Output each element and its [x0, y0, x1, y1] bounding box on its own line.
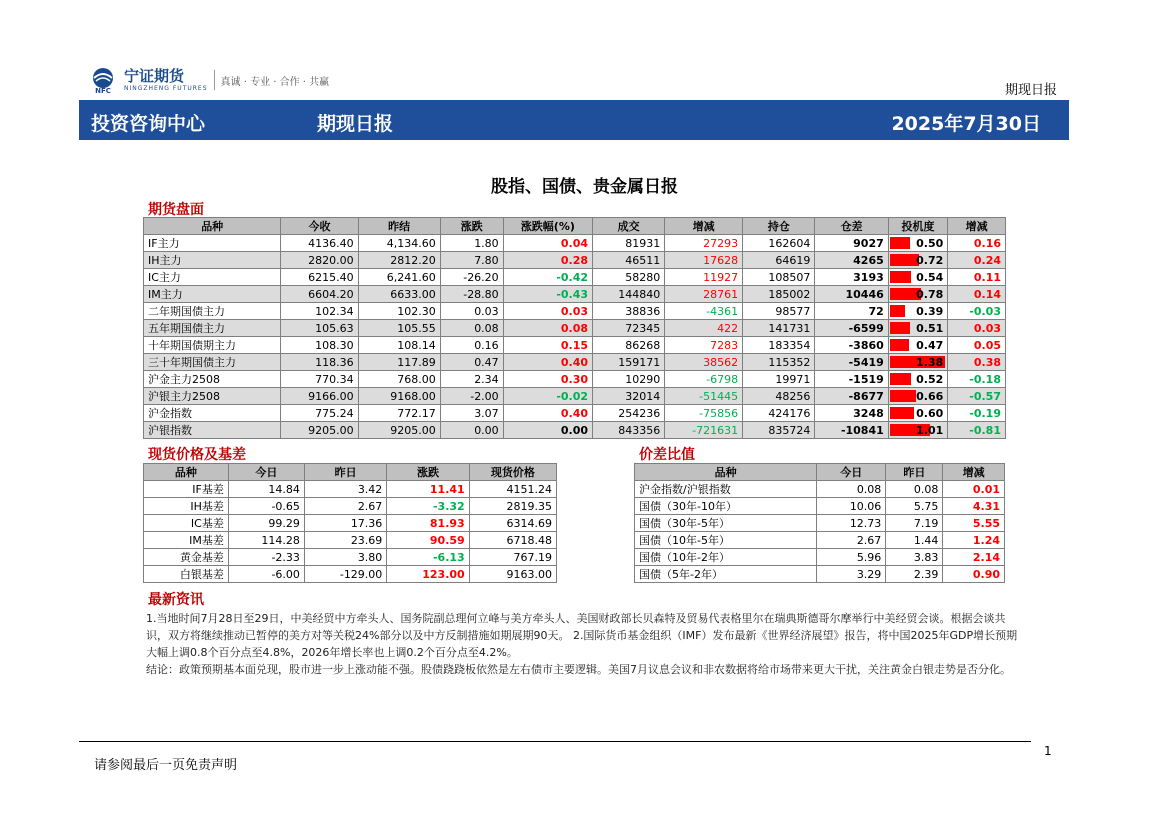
- speculation-cell: [888, 235, 947, 252]
- speculation-change: 0.03: [948, 320, 1006, 337]
- column-header: 昨日: [886, 464, 943, 481]
- basis-name: IC基差: [144, 515, 229, 532]
- instrument-name: IH主力: [144, 252, 281, 269]
- speculation-cell: [888, 354, 947, 371]
- price-change: 0.03: [440, 303, 503, 320]
- table-row: [144, 371, 1006, 388]
- close-price: 9166.00: [281, 388, 358, 405]
- column-header: 涨跌: [440, 218, 503, 235]
- basis-change: 123.00: [387, 566, 469, 583]
- spread-section-title: 价差比值: [639, 447, 695, 463]
- basis-change: -3.32: [387, 498, 469, 515]
- basis-name: 白银基差: [144, 566, 229, 583]
- speculation-bar: [890, 322, 910, 334]
- instrument-name: IM主力: [144, 286, 281, 303]
- price-change: -28.80: [440, 286, 503, 303]
- pct-change: 0.08: [503, 320, 592, 337]
- instrument-name: IF主力: [144, 235, 281, 252]
- column-header: 涨跌幅(%): [503, 218, 592, 235]
- speculation-bar: [890, 254, 919, 266]
- speculation-cell: [888, 303, 947, 320]
- column-header: 增减: [665, 218, 743, 235]
- volume-change: -721631: [665, 422, 743, 439]
- volume: 86268: [593, 337, 665, 354]
- basis-change: -6.13: [387, 549, 469, 566]
- speculation-value: 0.66: [916, 389, 944, 403]
- table-row: [144, 286, 1006, 303]
- speculation-cell: [888, 405, 947, 422]
- spread-yesterday: 5.75: [886, 498, 943, 515]
- oi-change: -5419: [815, 354, 888, 371]
- column-header: 品种: [144, 218, 281, 235]
- speculation-value: 0.78: [916, 287, 944, 301]
- spot-price: 9163.00: [469, 566, 556, 583]
- spread-today: 5.96: [817, 549, 886, 566]
- spread-name: 国债（30年-10年）: [635, 498, 817, 515]
- open-interest: 835724: [743, 422, 815, 439]
- column-header: 现货价格: [469, 464, 556, 481]
- price-change: -2.00: [440, 388, 503, 405]
- volume-change: 27293: [665, 235, 743, 252]
- volume-change: -4361: [665, 303, 743, 320]
- open-interest: 424176: [743, 405, 815, 422]
- close-price: 9205.00: [281, 422, 358, 439]
- instrument-name: 沪金指数: [144, 405, 281, 422]
- futures-table: [143, 217, 1006, 439]
- news-paragraph: 1.当地时间7月28日至29日，中美经贸中方牵头人、国务院副总理何立峰与美方牵头人、美国财政部长贝森特及贸易代表格里尔在瑞典斯德哥尔摩举行中美经贸会谈。根据会谈共识，双方将继续推动已暂停的美方对等关税24%部分以及中方反制措施如期展期90天。 2.国际货币基金组织（IMF）发布最新《世界经济展望》报告，将中国2025年GDP增长预期大幅上调0.8个百分点至4.8%，2026年增长率也上调0.2个百分点至4.2%。: [146, 612, 1018, 659]
- basis-change: 11.41: [387, 481, 469, 498]
- speculation-change: 0.16: [948, 235, 1006, 252]
- pct-change: 0.00: [503, 422, 592, 439]
- prev-settle: 117.89: [358, 354, 440, 371]
- speculation-cell: [888, 252, 947, 269]
- spread-today: 0.08: [817, 481, 886, 498]
- footer-divider: [79, 741, 1031, 742]
- close-price: 6604.20: [281, 286, 358, 303]
- department-name: 投资咨询中心: [91, 113, 206, 135]
- speculation-cell: [888, 422, 947, 439]
- prev-settle: 772.17: [358, 405, 440, 422]
- open-interest: 19971: [743, 371, 815, 388]
- volume-change: 11927: [665, 269, 743, 286]
- instrument-name: 沪银主力2508: [144, 388, 281, 405]
- basis-yesterday: 23.69: [304, 532, 386, 549]
- report-name: 期现日报: [317, 113, 394, 135]
- speculation-change: 0.14: [948, 286, 1006, 303]
- table-row: [144, 252, 1006, 269]
- basis-today: 99.29: [228, 515, 304, 532]
- speculation-cell: [888, 388, 947, 405]
- speculation-change: -0.18: [948, 371, 1006, 388]
- speculation-change: 0.05: [948, 337, 1006, 354]
- basis-today: -0.65: [228, 498, 304, 515]
- basis-today: 114.28: [228, 532, 304, 549]
- pct-change: 0.28: [503, 252, 592, 269]
- table-row: [635, 532, 1005, 549]
- table-row: [144, 566, 557, 583]
- pct-change: 0.15: [503, 337, 592, 354]
- basis-yesterday: 3.80: [304, 549, 386, 566]
- price-change: 2.34: [440, 371, 503, 388]
- spread-today: 12.73: [817, 515, 886, 532]
- table-row: [144, 337, 1006, 354]
- spread-change: 1.24: [943, 532, 1005, 549]
- spread-today: 3.29: [817, 566, 886, 583]
- speculation-bar: [890, 237, 910, 249]
- oi-change: 3193: [815, 269, 888, 286]
- oi-change: -8677: [815, 388, 888, 405]
- speculation-value: 0.51: [916, 321, 944, 335]
- price-change: 0.08: [440, 320, 503, 337]
- basis-change: 90.59: [387, 532, 469, 549]
- logo-divider: [214, 70, 215, 90]
- spread-table: [634, 463, 1005, 583]
- spot-table: [143, 463, 557, 583]
- spread-name: 沪金指数/沪银指数: [635, 481, 817, 498]
- column-header: 涨跌: [387, 464, 469, 481]
- table-row: [144, 515, 557, 532]
- column-header: 投机度: [888, 218, 947, 235]
- instrument-name: 沪银指数: [144, 422, 281, 439]
- table-row: [635, 498, 1005, 515]
- basis-yesterday: 3.42: [304, 481, 386, 498]
- volume-change: 422: [665, 320, 743, 337]
- volume: 159171: [593, 354, 665, 371]
- prev-settle: 4,134.60: [358, 235, 440, 252]
- spread-yesterday: 3.83: [886, 549, 943, 566]
- speculation-change: -0.19: [948, 405, 1006, 422]
- price-change: 3.07: [440, 405, 503, 422]
- spread-name: 国债（10年-5年）: [635, 532, 817, 549]
- table-row: [144, 422, 1006, 439]
- table-row: [144, 320, 1006, 337]
- price-change: 1.80: [440, 235, 503, 252]
- oi-change: -3860: [815, 337, 888, 354]
- brand-name: 宁证期货: [124, 66, 185, 85]
- brand-english: NINGZHENG FUTURES: [124, 84, 208, 92]
- speculation-change: -0.81: [948, 422, 1006, 439]
- column-header: 昨结: [358, 218, 440, 235]
- table-row: [144, 532, 557, 549]
- oi-change: -1519: [815, 371, 888, 388]
- open-interest: 108507: [743, 269, 815, 286]
- open-interest: 183354: [743, 337, 815, 354]
- speculation-cell: [888, 337, 947, 354]
- column-header: 持仓: [743, 218, 815, 235]
- spot-section-title: 现货价格及基差: [148, 447, 246, 463]
- instrument-name: 沪金主力2508: [144, 371, 281, 388]
- pct-change: -0.42: [503, 269, 592, 286]
- prev-settle: 768.00: [358, 371, 440, 388]
- pct-change: 0.40: [503, 354, 592, 371]
- spread-yesterday: 7.19: [886, 515, 943, 532]
- table-row: [635, 481, 1005, 498]
- volume: 38836: [593, 303, 665, 320]
- open-interest: 115352: [743, 354, 815, 371]
- news-body: [146, 610, 1026, 678]
- prev-settle: 105.55: [358, 320, 440, 337]
- prev-settle: 6633.00: [358, 286, 440, 303]
- prev-settle: 6,241.60: [358, 269, 440, 286]
- open-interest: 162604: [743, 235, 815, 252]
- basis-name: IF基差: [144, 481, 229, 498]
- volume: 81931: [593, 235, 665, 252]
- futures-section-title: 期货盘面: [148, 202, 204, 218]
- spread-change: 2.14: [943, 549, 1005, 566]
- spread-change: 4.31: [943, 498, 1005, 515]
- speculation-value: 0.50: [916, 236, 944, 250]
- column-header: 昨日: [304, 464, 386, 481]
- speculation-change: 0.11: [948, 269, 1006, 286]
- pct-change: -0.43: [503, 286, 592, 303]
- column-header: 仓差: [815, 218, 888, 235]
- column-header: 成交: [593, 218, 665, 235]
- basis-name: IH基差: [144, 498, 229, 515]
- basis-yesterday: 17.36: [304, 515, 386, 532]
- report-date: 2025年7月30日: [891, 113, 1041, 135]
- price-change: -26.20: [440, 269, 503, 286]
- spread-yesterday: 0.08: [886, 481, 943, 498]
- speculation-cell: [888, 371, 947, 388]
- volume: 58280: [593, 269, 665, 286]
- instrument-name: 二年期国债主力: [144, 303, 281, 320]
- volume-change: 7283: [665, 337, 743, 354]
- pct-change: 0.03: [503, 303, 592, 320]
- close-price: 6215.40: [281, 269, 358, 286]
- close-price: 2820.00: [281, 252, 358, 269]
- basis-yesterday: -129.00: [304, 566, 386, 583]
- table-row: [144, 269, 1006, 286]
- basis-today: -6.00: [228, 566, 304, 583]
- speculation-value: 0.72: [916, 253, 944, 267]
- column-header: 今日: [228, 464, 304, 481]
- instrument-name: 三十年期国债主力: [144, 354, 281, 371]
- speculation-value: 0.52: [916, 372, 944, 386]
- oi-change: 10446: [815, 286, 888, 303]
- speculation-bar: [890, 339, 909, 351]
- instrument-name: 五年期国债主力: [144, 320, 281, 337]
- speculation-change: -0.57: [948, 388, 1006, 405]
- company-logo: [86, 66, 329, 94]
- close-price: 102.34: [281, 303, 358, 320]
- instrument-name: 十年期国债期主力: [144, 337, 281, 354]
- news-section-title: 最新资讯: [148, 592, 204, 608]
- speculation-change: 0.38: [948, 354, 1006, 371]
- oi-change: 4265: [815, 252, 888, 269]
- open-interest: 185002: [743, 286, 815, 303]
- table-row: [635, 515, 1005, 532]
- spot-price: 4151.24: [469, 481, 556, 498]
- spread-change: 0.01: [943, 481, 1005, 498]
- volume: 10290: [593, 371, 665, 388]
- table-row: [144, 354, 1006, 371]
- volume: 843356: [593, 422, 665, 439]
- speculation-change: -0.03: [948, 303, 1006, 320]
- header-banner: [79, 100, 1069, 140]
- spread-today: 2.67: [817, 532, 886, 549]
- table-row: [144, 235, 1006, 252]
- basis-yesterday: 2.67: [304, 498, 386, 515]
- column-header: 品种: [635, 464, 817, 481]
- speculation-cell: [888, 320, 947, 337]
- volume-change: -6798: [665, 371, 743, 388]
- speculation-value: 1.38: [916, 355, 944, 369]
- table-row: [144, 405, 1006, 422]
- speculation-bar: [890, 271, 912, 283]
- table-row: [144, 303, 1006, 320]
- price-change: 0.16: [440, 337, 503, 354]
- disclaimer-note: 请参阅最后一页免责声明: [94, 758, 238, 773]
- spot-price: 2819.35: [469, 498, 556, 515]
- spread-name: 国债（10年-2年）: [635, 549, 817, 566]
- oi-change: 9027: [815, 235, 888, 252]
- basis-name: 黄金基差: [144, 549, 229, 566]
- page-number: 1: [1044, 744, 1052, 758]
- basis-today: -2.33: [228, 549, 304, 566]
- news-conclusion: 结论：政策预期基本面兑现，股市进一步上涨动能不强。股债跷跷板依然是左右债市主要逻辑。美国7月议息会议和非农数据将给市场带来更大干扰，关注黄金白银走势是否分化。: [146, 663, 1011, 676]
- speculation-bar: [890, 305, 906, 317]
- spread-name: 国债（30年-5年）: [635, 515, 817, 532]
- close-price: 105.63: [281, 320, 358, 337]
- prev-settle: 102.30: [358, 303, 440, 320]
- open-interest: 98577: [743, 303, 815, 320]
- speculation-bar: [890, 373, 911, 385]
- prev-settle: 9168.00: [358, 388, 440, 405]
- logo-abbr: NFC: [95, 87, 111, 94]
- spread-yesterday: 2.39: [886, 566, 943, 583]
- table-row: [635, 566, 1005, 583]
- volume-change: 17628: [665, 252, 743, 269]
- close-price: 4136.40: [281, 235, 358, 252]
- table-row: [144, 549, 557, 566]
- volume: 46511: [593, 252, 665, 269]
- speculation-bar: [890, 390, 916, 402]
- table-row: [144, 481, 557, 498]
- speculation-value: 0.47: [916, 338, 944, 352]
- basis-today: 14.84: [228, 481, 304, 498]
- table-row: [144, 388, 1006, 405]
- close-price: 775.24: [281, 405, 358, 422]
- speculation-value: 1.01: [916, 423, 944, 437]
- close-price: 770.34: [281, 371, 358, 388]
- spot-price: 6718.48: [469, 532, 556, 549]
- volume-change: -51445: [665, 388, 743, 405]
- instrument-name: IC主力: [144, 269, 281, 286]
- prev-settle: 9205.00: [358, 422, 440, 439]
- report-type-label: 期现日报: [1004, 83, 1057, 98]
- prev-settle: 108.14: [358, 337, 440, 354]
- open-interest: 48256: [743, 388, 815, 405]
- speculation-bar: [890, 407, 914, 419]
- spread-name: 国债（5年-2年）: [635, 566, 817, 583]
- volume: 254236: [593, 405, 665, 422]
- volume: 72345: [593, 320, 665, 337]
- column-header: 品种: [144, 464, 229, 481]
- prev-settle: 2812.20: [358, 252, 440, 269]
- oi-change: -6599: [815, 320, 888, 337]
- spot-price: 6314.69: [469, 515, 556, 532]
- pct-change: 0.04: [503, 235, 592, 252]
- column-header: 今日: [817, 464, 886, 481]
- volume-change: 28761: [665, 286, 743, 303]
- pct-change: 0.30: [503, 371, 592, 388]
- speculation-value: 0.60: [916, 406, 944, 420]
- oi-change: -10841: [815, 422, 888, 439]
- price-change: 7.80: [440, 252, 503, 269]
- column-header: 增减: [948, 218, 1006, 235]
- page-title: 股指、国债、贵金属日报: [491, 177, 678, 197]
- speculation-cell: [888, 286, 947, 303]
- close-price: 108.30: [281, 337, 358, 354]
- spot-price: 767.19: [469, 549, 556, 566]
- spread-yesterday: 1.44: [886, 532, 943, 549]
- speculation-value: 0.39: [916, 304, 944, 318]
- volume-change: 38562: [665, 354, 743, 371]
- column-header: 增减: [943, 464, 1005, 481]
- speculation-change: 0.24: [948, 252, 1006, 269]
- volume-change: -75856: [665, 405, 743, 422]
- speculation-cell: [888, 269, 947, 286]
- price-change: 0.00: [440, 422, 503, 439]
- column-header: 今收: [281, 218, 358, 235]
- nfc-logo-icon: [86, 66, 120, 94]
- speculation-value: 0.54: [916, 270, 944, 284]
- spread-change: 0.90: [943, 566, 1005, 583]
- pct-change: -0.02: [503, 388, 592, 405]
- spread-today: 10.06: [817, 498, 886, 515]
- volume: 32014: [593, 388, 665, 405]
- basis-name: IM基差: [144, 532, 229, 549]
- oi-change: 3248: [815, 405, 888, 422]
- spread-change: 5.55: [943, 515, 1005, 532]
- table-row: [635, 549, 1005, 566]
- basis-change: 81.93: [387, 515, 469, 532]
- pct-change: 0.40: [503, 405, 592, 422]
- oi-change: 72: [815, 303, 888, 320]
- open-interest: 64619: [743, 252, 815, 269]
- open-interest: 141731: [743, 320, 815, 337]
- table-row: [144, 498, 557, 515]
- close-price: 118.36: [281, 354, 358, 371]
- price-change: 0.47: [440, 354, 503, 371]
- volume: 144840: [593, 286, 665, 303]
- brand-slogan: 真诚 · 专业 · 合作 · 共赢: [220, 76, 330, 88]
